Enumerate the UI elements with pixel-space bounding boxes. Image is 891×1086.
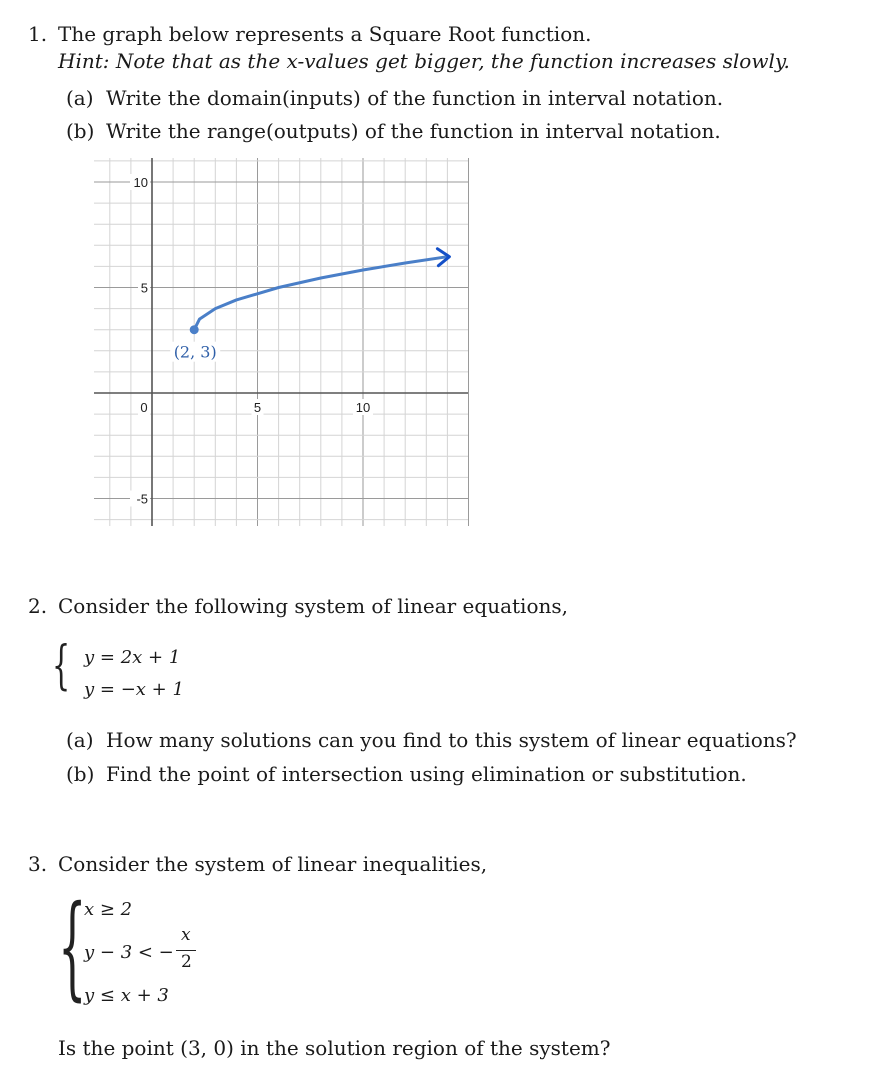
graph-axes: [94, 158, 468, 526]
start-point-label: (2, 3): [173, 342, 217, 362]
x-tick-label: 0: [140, 400, 148, 415]
q2-number: 2.: [28, 594, 48, 618]
q3-inequality-2-numerator: x: [181, 925, 191, 945]
q2-part-a-text: How many solutions can you find to this system of linear equations?: [106, 728, 797, 752]
q1-number: 1.: [28, 22, 48, 46]
q1-hint: Hint: Note that as the x-values get bigger, the function increases slowly.: [58, 49, 790, 73]
q1-part-a-text: Write the domain(inputs) of the function in interval notation.: [106, 86, 724, 110]
y-tick-label: 5: [140, 280, 148, 296]
q2-equation-2: y = −x + 1: [84, 679, 184, 700]
q2-left-brace: {: [52, 636, 71, 696]
q3-inequality-2-denominator: 2: [181, 952, 192, 972]
q1-part-a-label: (a): [66, 86, 94, 110]
q3-inequality-2-left: y − 3 < −: [84, 942, 174, 963]
q1-text: The graph below represents a Square Root function.: [58, 22, 592, 46]
q3-left-brace: {: [58, 882, 87, 1012]
q1-part-b-text: Write the range(outputs) of the function in interval notation.: [106, 119, 721, 143]
q2-text: Consider the following system of linear equations,: [58, 594, 568, 618]
y-tick-label: -5: [136, 491, 148, 507]
q1-part-b-label: (b): [66, 119, 95, 143]
fraction-bar: [176, 950, 196, 951]
q2-part-b-label: (b): [66, 762, 95, 786]
graph-curve: [170, 249, 449, 362]
q3-inequality-3: y ≤ x + 3: [84, 985, 169, 1006]
q3-number: 3.: [28, 852, 48, 876]
q3-text: Consider the system of linear inequalities,: [58, 852, 488, 876]
q2-part-b-text: Find the point of intersection using elimination or substitution.: [106, 762, 747, 786]
y-tick-label: 10: [133, 175, 148, 190]
x-tick-label: 10: [355, 400, 371, 415]
q2-equation-1: y = 2x + 1: [84, 647, 181, 668]
graph-grid: [94, 158, 469, 526]
q2-part-a-label: (a): [66, 728, 94, 752]
q3-question: Is the point (3, 0) in the solution region of the system?: [58, 1036, 611, 1060]
start-point-marker: [190, 325, 199, 334]
q3-inequality-1: x ≥ 2: [84, 899, 133, 920]
x-tick-label: 5: [253, 400, 262, 415]
